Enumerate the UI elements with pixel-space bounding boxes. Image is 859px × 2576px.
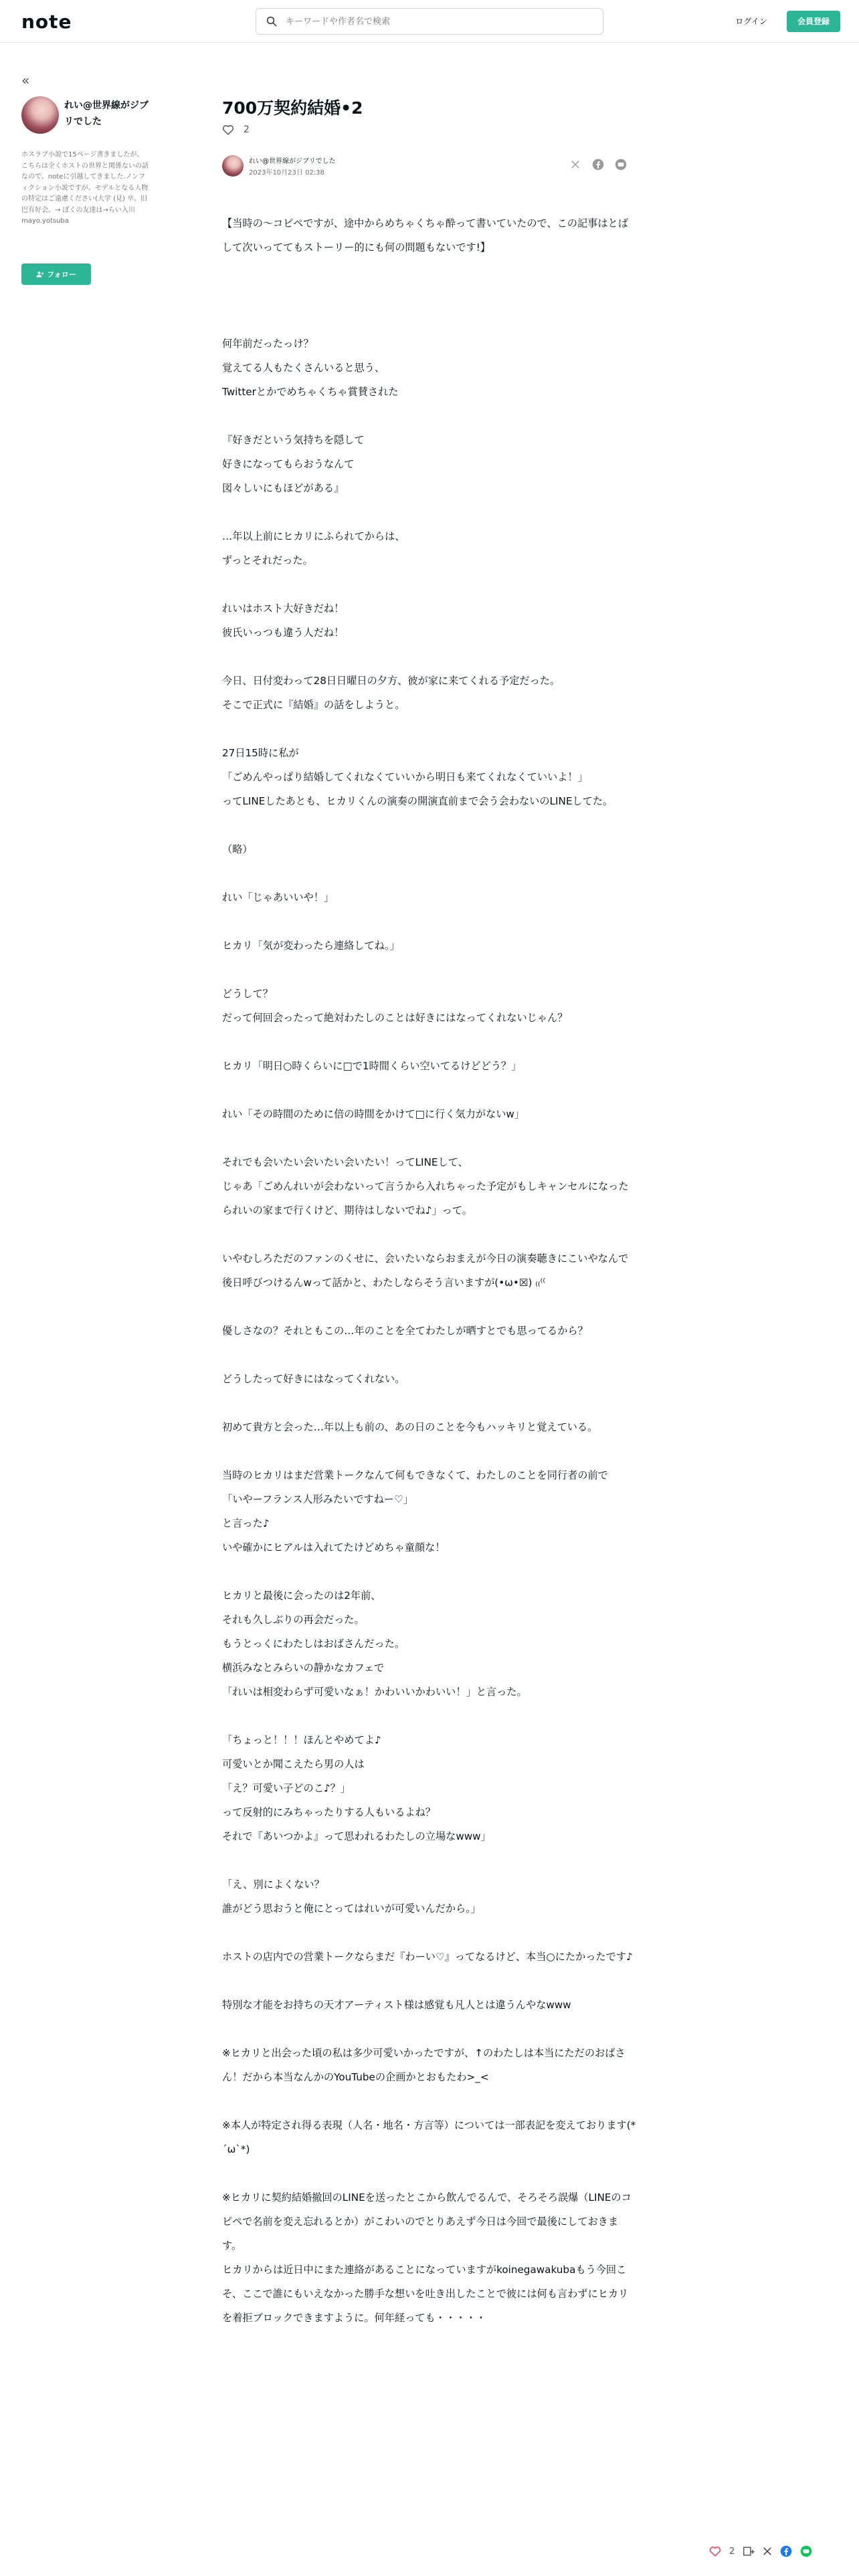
paragraph: 当時のヒカリはまだ営業トークなんて何もできなくて、わたしのことを同行者の前で 「いやーフランス人形みたいですねー♡」 と言った♪ いや確かにヒアルは入れてたけどめちゃ童顔な！: [222, 1469, 608, 1553]
site-header: [0, 0, 859, 43]
line-share-icon[interactable]: [800, 2545, 812, 2557]
paragraph: 「ちょっと！！！ほんとやめてよ♪ 可愛いとか聞こえたら男の人は 「え？可愛い子どのこ♪？」 って反射的にみちゃったりする人もいるよね？ それで『あいつかよ』って思われるわたしの立場なwww」: [222, 1734, 491, 1842]
author-avatar[interactable]: [21, 96, 59, 134]
paragraph: それでも会いたい会いたい会いたい！ってLINEして、 じゃあ「ごめんれいが会わないって言うから入れちゃった予定がもしキャンセルになったられいの家まで行くけど、期待はしないでね♪」って。: [222, 1156, 629, 1216]
paragraph: ヒカリと最後に会ったのは2年前、 それも久しぶりの再会だった。 もうとっくにわたしはおばさんだった。 横浜みなとみらいの静かなカフェで 「れいは相変わらず可愛いなぁ！かわいいかわいい！」と言った。: [222, 1590, 527, 1698]
paragraph: 【当時の〜コピペですが、途中からめちゃくちゃ酔って書いていたので、この記事はとばして次いっててもストーリー的にも何の問題もないです!】: [222, 217, 628, 253]
footer-like-count: 2: [729, 2546, 735, 2557]
paragraph: ヒカリ「明日○時くらいに□で1時間くらい空いてるけどどう？」: [222, 1060, 522, 1072]
paragraph: どうして？ だって何回会ったって絶対わたしのことは好きにはなってくれないじゃん？: [222, 988, 568, 1024]
meta-author-avatar[interactable]: [222, 155, 244, 177]
paragraph: どうしたって好きにはなってくれない。: [222, 1373, 405, 1385]
follow-label: フォロー: [47, 270, 76, 279]
magazine-add-icon[interactable]: [743, 2546, 755, 2557]
x-share-icon[interactable]: [763, 2547, 772, 2556]
heart-icon[interactable]: [222, 124, 234, 135]
paragraph: れい「その時間のために倍の時間をかけて□に行く気力がないw」: [222, 1108, 525, 1120]
paragraph: 今日、日付変わって28日日曜日の夕方、彼が家に来てくれる予定だった。 そこで正式に『結婚』の話をしようと。: [222, 675, 561, 711]
paragraph: いやむしろただのファンのくせに、会いたいならおまえが今日の演奏聴きにこいやなんで後日呼びつけるんwって話かと、わたしならそう言いますが(•ω•☒) ₍₍⁽⁽: [222, 1253, 629, 1289]
facebook-share-icon[interactable]: [591, 158, 605, 171]
like-area: [222, 124, 250, 135]
paragraph: 何年前だったっけ？ 覚えてる人もたくさんいると思う、 Twitterとかでめちゃくちゃ賞賛された: [222, 338, 399, 398]
paragraph: 「え、別によくない？ 誰がどう思おうと俺にとってはれいが可愛いんだから。」: [222, 1879, 481, 1915]
paragraph: 27日15時に私が 「ごめんやっぱり結婚してくれなくていいから明日も来てくれなくていいよ！」 ってLINEしたあとも、ヒカリくんの演奏の開演直前まで会う会わないのLINEしてた。: [222, 747, 613, 807]
paragraph: ※ヒカリに契約結婚撤回のLINEを送ったとこから飲んでるんで、そろそろ誤爆（LINEのコピペで名前を変え忘れるとか）がこわいのでとりあえず今日は今回で最後にしておきます。 ヒカリからは近日中にまた連絡があることになっていますがkoinegawakubaもう今回こそ、ここで誰にもいえなかった勝手な想いを吐き出したことで彼には何も言わずにヒカリを着拒ブロックできますように。何年経っても・・・・・: [222, 2191, 632, 2324]
share-buttons-top: [569, 158, 628, 171]
like-count: 2: [244, 124, 250, 135]
heart-icon: [709, 2546, 721, 2557]
login-button[interactable]: ログイン: [735, 17, 767, 26]
paragraph: 『好きだという気持ちを隠して 好きになってもらおうなんて 図々しいにもほどがある』: [222, 434, 365, 494]
like-button[interactable]: [709, 2546, 721, 2557]
paragraph: れい「じゃあいいや！」: [222, 891, 335, 903]
paragraph: （略）: [222, 843, 253, 855]
paragraph: ※ヒカリと出会った頃の私は多少可愛いかったですが、↑のわたしは本当にただのおばさん！だから本当なんかのYouTubeの企画かとおもたわ>_<: [222, 2047, 626, 2083]
add-user-icon: [36, 270, 44, 278]
paragraph: ホストの店内での営業トークならまだ『わーい♡』ってなるけど、本当○にたかったです♪: [222, 1951, 633, 1963]
meta-author-name[interactable]: れい@世界線がジブリでした: [249, 158, 336, 165]
paragraph: ヒカリ「気が変わったら連絡してね。」: [222, 940, 400, 952]
search-icon: [266, 15, 278, 27]
footer-action-bar: [709, 2545, 812, 2557]
collapse-sidebar-icon[interactable]: «: [21, 72, 30, 88]
publish-date: 2023年10月23日 02:38: [249, 169, 324, 177]
paragraph: 特別な才能をお持ちの天才アーティスト様は感覚も凡人とは違うんやなwww: [222, 1999, 571, 2011]
facebook-share-icon[interactable]: [780, 2545, 792, 2557]
sidebar-author-name[interactable]: れい@世界線がジブリでした: [64, 100, 149, 127]
line-share-icon[interactable]: [614, 158, 628, 171]
paragraph: 優しさなの？それともこの…年のことを全てわたしが晒すとでも思ってるから？: [222, 1325, 588, 1337]
signup-button[interactable]: 会員登録: [787, 11, 840, 32]
note-logo[interactable]: note: [21, 11, 72, 33]
article-body: [222, 211, 637, 2354]
search-input[interactable]: [286, 17, 580, 27]
x-share-icon[interactable]: [569, 158, 582, 171]
paragraph: ※本人が特定され得る表現（人名・地名・方言等）については一部表記を変えております(*´ω`*): [222, 2119, 636, 2155]
paragraph: …年以上前にヒカリにふられてからは、 ずっとそれだった。: [222, 530, 405, 566]
paragraph: 初めて貴方と会った…年以上も前の、あの日のことを今もハッキリと覚えている。: [222, 1421, 598, 1433]
search-box[interactable]: [256, 8, 603, 35]
author-bio: ホスラブ小説で15ページ書きましたが、こちらは全くホストの世界と関係ないの話なので、noteに引越してきました.ノンフィクション小説ですが、モデルとなる人物の特定はご遠慮ください(大学 (見) 卒。旧巴有好会。→ ぼくの友達は→らい入川 mayo.yotsuba: [21, 151, 149, 225]
follow-button[interactable]: [21, 263, 91, 285]
article-title: 700万契約結婚•2: [222, 98, 363, 118]
paragraph: れいはホスト大好きだね！ 彼氏いっつも違う人だね！: [222, 603, 345, 639]
